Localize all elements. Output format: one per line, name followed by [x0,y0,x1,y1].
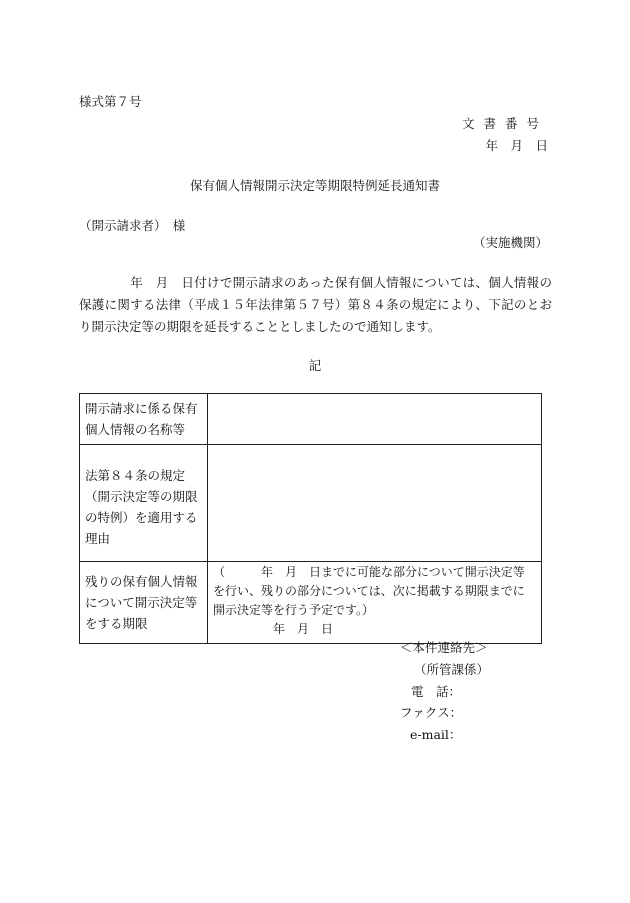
document-number: 文書番号 [461,116,548,131]
document-date: 年 月 日 [485,138,548,153]
body-text: 年 月 日付けで開示請求のあった保有個人情報については、個人情報の保護に関する法律（平成１５年法律第５７号）第８４条の規定により、下記のとおり開示決定等の期限を延長することとしましたので通知します。 [79,275,552,334]
row-label: 開示請求に係る保有個人情報の名称等 [80,394,208,445]
contact-department: （所管課係） [414,662,490,677]
contact-phone: 電 話： [411,684,462,699]
contact-email: e-mail： [410,727,462,742]
row-value [208,394,542,445]
contact-heading: ＜本件連絡先＞ [400,640,488,655]
info-table [79,393,542,644]
table-row [80,394,542,445]
recipient: （開示請求者） 様 [79,218,186,233]
ki-heading: 記 [308,358,322,373]
deadline-date: 年 月 日 [213,622,334,636]
table-row [80,445,542,562]
row-label: 残りの保有個人情報について開示決定等をする期限 [80,562,208,644]
issuing-agency: （実施機関） [472,235,548,250]
row-value [208,445,542,562]
contact-fax: ファクス： [400,705,463,720]
deadline-note: （ 年 月 日までに可能な部分について開示決定等を行い、残りの部分については、次に掲載する期限までに開示決定等を行う予定です。） [213,565,525,617]
table-row [80,562,542,644]
form-number: 様式第７号 [79,94,142,109]
row-value [208,562,542,644]
document-title: 保有個人情報開示決定等期限特例延長通知書 [189,178,440,193]
row-label: 法第８４条の規定（開示決定等の期限の特例）を適用する理由 [80,445,208,562]
